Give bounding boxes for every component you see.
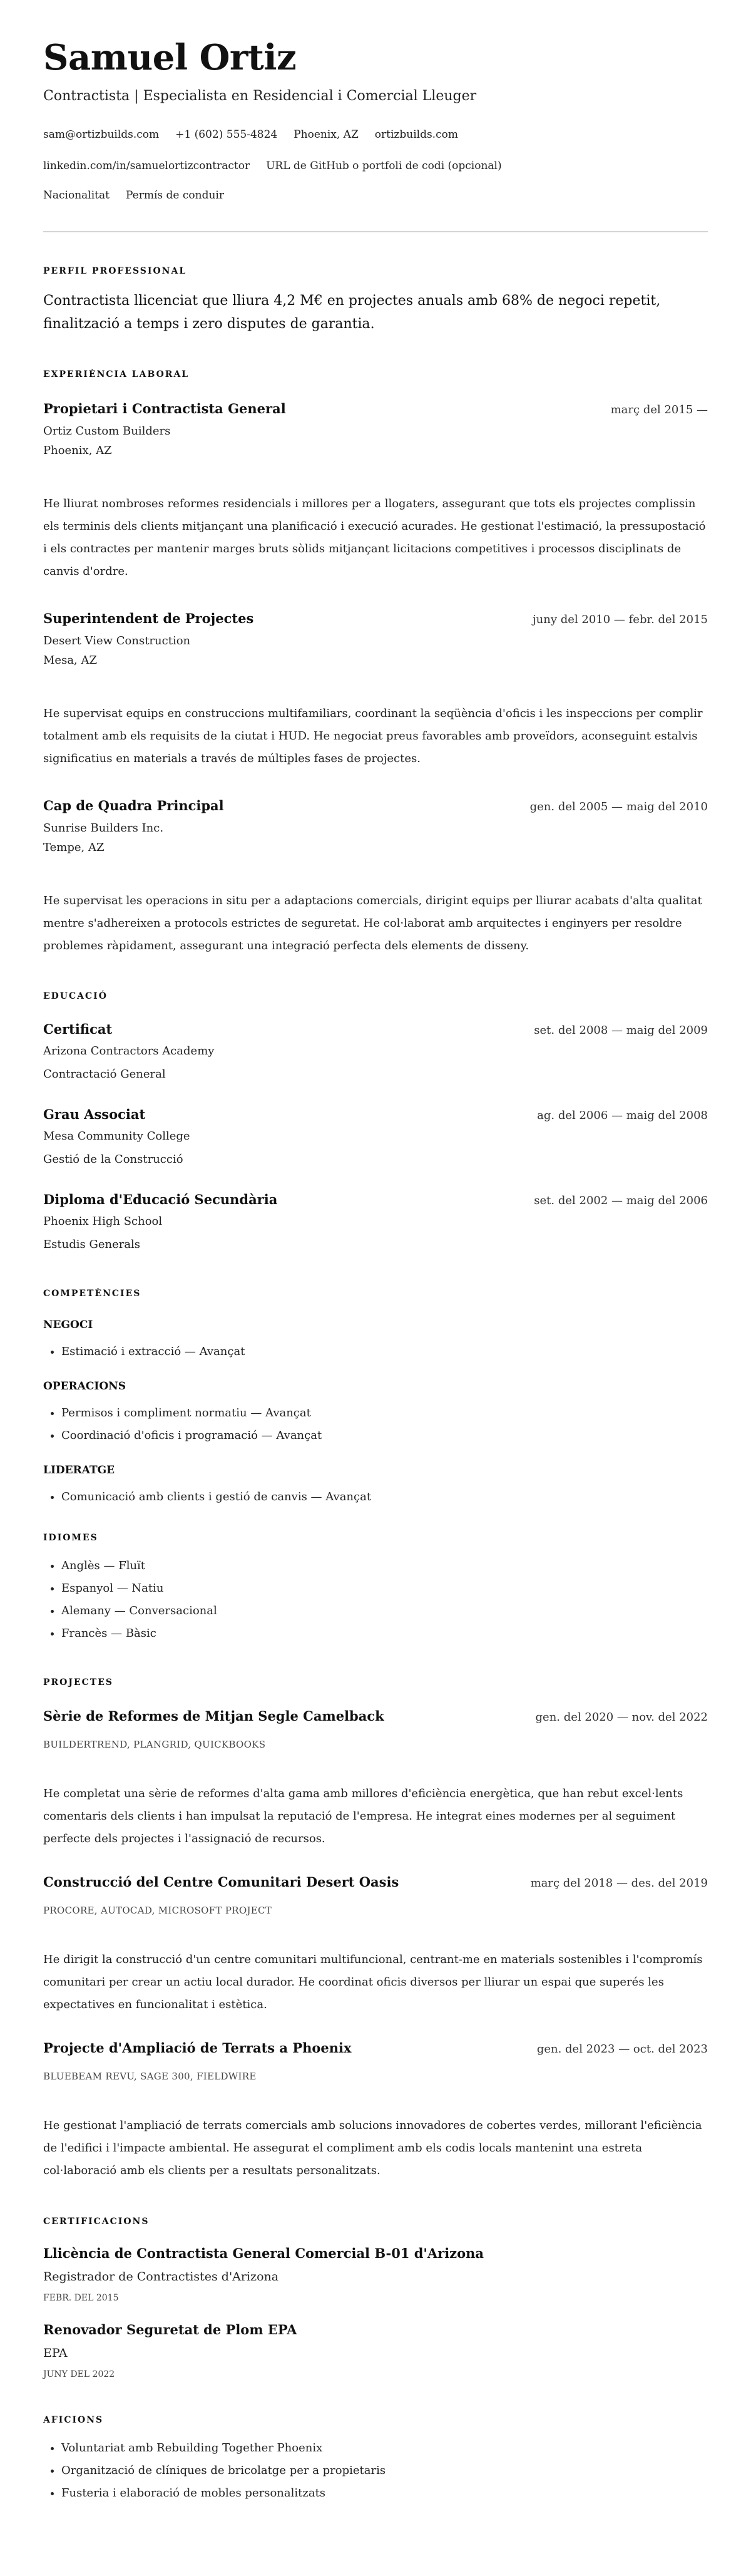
job-title: Superintendent de Projectes <box>43 611 254 626</box>
project-title: Sèrie de Reformes de Mitjan Segle Camelback <box>43 1708 384 1724</box>
language-item: • Espanyol — Natiu <box>61 1577 708 1600</box>
school-name: Arizona Contractors Academy <box>43 1044 215 1058</box>
degree-title: Diploma d'Educació Secundària <box>43 1192 278 1207</box>
github-link[interactable]: URL de GitHub o portfoli de codi (opcional) <box>266 160 502 172</box>
job-description: He lliurat nombroses reformes residencials i millores per a llogaters, assegurant que tots els projectes complissin els terminis dels clients mitjançant una planificació i execució acurades. He gestionat l'estimació, la pressupostació i els contractes per mantenir marges bruts sòlids mitjançant licitacions competitives i processos disciplinats de canvis d'ordre. <box>43 497 706 578</box>
location: Phoenix, AZ <box>294 128 359 141</box>
candidate-name: Samuel Ortiz <box>43 37 297 78</box>
skill-list <box>43 1486 708 1508</box>
education-entry <box>43 1021 708 1082</box>
email-link[interactable]: sam@ortizbuilds.com <box>43 128 160 141</box>
company-name: Desert View Construction <box>43 634 191 647</box>
languages-list <box>43 1555 708 1645</box>
contact-row <box>43 127 708 142</box>
phone: +1 (602) 555-4824 <box>175 128 278 141</box>
entry-dates: gen. del 2023 — oct. del 2023 <box>536 2043 708 2056</box>
nationality: Nacionalitat <box>43 189 110 202</box>
hobby-item: • Organització de clíniques de bricolatge per a propietaris <box>61 2460 708 2482</box>
education-entry <box>43 1106 708 1167</box>
entry-header <box>43 610 708 629</box>
entry-dates: gen. del 2020 — nov. del 2022 <box>535 1711 708 1724</box>
entry-header <box>43 797 708 816</box>
hobby-item: • Voluntariat amb Rebuilding Together Phoenix <box>61 2437 708 2460</box>
education-entry <box>43 1191 708 1252</box>
company-name: Sunrise Builders Inc. <box>43 822 164 835</box>
entry-header <box>43 1106 708 1125</box>
hobbies-list <box>43 2437 708 2505</box>
hobby-item: • Fusteria i elaboració de mobles personalitzats <box>61 2482 708 2505</box>
section-heading: IDIOMES <box>43 1533 98 1543</box>
entry-header <box>43 1708 708 1726</box>
school-name: Mesa Community College <box>43 1130 190 1143</box>
job-location: Phoenix, AZ <box>43 444 112 457</box>
entry-header <box>43 1873 708 1892</box>
project-description: He dirigit la construcció d'un centre comunitari multifuncional, centrant-me en materials sostenibles i l'compromís comunitari per crear un actiu local durador. He coordinat oficis diversos per lliurar un espai que superés les expectatives en funcionalitat i estètica. <box>43 1953 703 2011</box>
project-description: He completat una sèrie de reformes d'alta gama amb millores d'eficiència energètica, que han rebut excel·lents comentaris dels clients i han impulsat la reputació de l'empresa. He integrat eines modernes per al seguiment perfecte dels projectes i l'assignació de recursos. <box>43 1787 683 1845</box>
headline: Contractista | Especialista en Residencial i Comercial Lleuger <box>43 88 477 104</box>
degree-title: Certificat <box>43 1021 113 1037</box>
job-location: Tempe, AZ <box>43 841 105 854</box>
certification-issuer: EPA <box>43 2346 68 2360</box>
job-title: Cap de Quadra Principal <box>43 798 224 813</box>
projects-section <box>43 1677 708 2182</box>
resume-header <box>43 38 708 203</box>
skill-item: • Comunicació amb clients i gestió de canvis — Avançat <box>61 1486 708 1508</box>
section-heading: EXPERIÈNCIA LABORAL <box>43 369 190 379</box>
languages-section <box>43 1532 708 1645</box>
section-heading: EDUCACIÓ <box>43 991 108 1001</box>
project-entry <box>43 1708 708 1850</box>
field-of-study: Gestió de la Construcció <box>43 1153 183 1166</box>
entry-dates: ag. del 2006 — maig del 2008 <box>537 1109 708 1122</box>
entry-header <box>43 400 708 419</box>
skill-list <box>43 1402 708 1447</box>
education-section <box>43 991 708 1252</box>
skills-section <box>43 1288 708 1508</box>
project-tech: PROCORE, AUTOCAD, MICROSOFT PROJECT <box>43 1905 272 1916</box>
job-entry <box>43 400 708 583</box>
project-tech: BLUEBEAM REVU, SAGE 300, FIELDWIRE <box>43 2071 257 2082</box>
language-item: • Francès — Bàsic <box>61 1622 708 1645</box>
certification-name: Renovador Seguretat de Plom EPA <box>43 2322 297 2337</box>
school-name: Phoenix High School <box>43 1215 163 1228</box>
project-title: Projecte d'Ampliació de Terrats a Phoenix <box>43 2040 352 2056</box>
experience-section <box>43 369 708 957</box>
certification-date: JUNY DEL 2022 <box>43 2369 115 2379</box>
project-entry <box>43 2039 708 2182</box>
section-heading: AFICIONS <box>43 2415 104 2425</box>
skill-item: • Permisos i compliment normatiu — Avançat <box>61 1402 708 1425</box>
entry-dates: set. del 2008 — maig del 2009 <box>534 1024 708 1037</box>
linkedin-link[interactable]: linkedin.com/in/samuelortizcontractor <box>43 160 250 172</box>
skill-item: • Estimació i extracció — Avançat <box>61 1341 708 1363</box>
skill-group-heading: OPERACIONS <box>43 1380 126 1393</box>
website-link[interactable]: ortizbuilds.com <box>374 128 458 141</box>
driving-license: Permís de conduir <box>125 189 224 202</box>
field-of-study: Estudis Generals <box>43 1238 141 1251</box>
job-location: Mesa, AZ <box>43 654 98 667</box>
entry-dates: juny del 2010 — febr. del 2015 <box>533 613 708 626</box>
skill-list <box>43 1341 708 1363</box>
project-title: Construcció del Centre Comunitari Desert Oasis <box>43 1874 399 1890</box>
entry-dates: març del 2015 — <box>610 403 708 416</box>
language-item: • Anglès — Fluït <box>61 1555 708 1577</box>
project-entry <box>43 1873 708 2016</box>
job-description: He supervisat les operacions in situ per a adaptacions comercials, dirigint equips per lliurar acabats d'alta qualitat mentre s'adhereixen a protocols estrictes de seguretat. He col·laborat amb arquitectes i enginyers per resoldre problemes ràpidament, assegurant una integració perfecta dels elements de disseny. <box>43 894 702 952</box>
degree-title: Grau Associat <box>43 1106 146 1122</box>
summary-section <box>43 265 708 336</box>
section-heading: CERTIFICACIONS <box>43 2217 150 2227</box>
certification-entry <box>43 2321 708 2381</box>
company-name: Ortiz Custom Builders <box>43 425 171 438</box>
job-title: Propietari i Contractista General <box>43 401 286 416</box>
contact-row <box>43 188 708 203</box>
section-heading: COMPETÈNCIES <box>43 1289 141 1299</box>
skill-group-heading: NEGOCI <box>43 1319 93 1331</box>
project-tech: BUILDERTREND, PLANGRID, QUICKBOOKS <box>43 1739 266 1750</box>
summary-text: Contractista llicenciat que lliura 4,2 M€ en projectes anuals amb 68% de negoci repetit, finalització a temps i zero disputes de garantia. <box>43 293 661 332</box>
contact-row <box>43 158 708 173</box>
project-description: He gestionat l'ampliació de terrats comercials amb solucions innovadores de cobertes verdes, millorant l'eficiència de l'edifici i l'impacte ambiental. He assegurat el compliment amb els codis locals mantenint una estreta col·laboració amb els clients per a resultats personalitzats. <box>43 2119 702 2177</box>
hobbies-section <box>43 2414 708 2505</box>
entry-header <box>43 1191 708 1210</box>
certification-date: FEBR. DEL 2015 <box>43 2293 119 2303</box>
entry-dates: set. del 2002 — maig del 2006 <box>534 1194 708 1207</box>
entry-dates: març del 2018 — des. del 2019 <box>530 1877 708 1890</box>
field-of-study: Contractació General <box>43 1068 166 1081</box>
section-heading: PROJECTES <box>43 1677 113 1687</box>
job-description: He supervisat equips en construccions multifamiliars, coordinant la seqüència d'oficis i les inspeccions per complir totalment amb els requisits de la ciutat i HUD. He negociat preus favorables amb proveïdors, aconseguint estalvis significatius en materials a través de múltiples fases de projectes. <box>43 707 703 765</box>
certifications-section <box>43 2216 708 2381</box>
section-heading: PERFIL PROFESSIONAL <box>43 266 187 276</box>
skill-group-heading: LIDERATGE <box>43 1464 115 1476</box>
header-divider <box>43 231 708 232</box>
skill-item: • Coordinació d'oficis i programació — Avançat <box>61 1425 708 1447</box>
job-entry <box>43 610 708 770</box>
language-item: • Alemany — Conversacional <box>61 1600 708 1622</box>
certification-entry <box>43 2245 708 2304</box>
certification-name: Llicència de Contractista General Comercial B-01 d'Arizona <box>43 2245 484 2261</box>
entry-header <box>43 1021 708 1039</box>
certification-issuer: Registrador de Contractistes d'Arizona <box>43 2270 279 2284</box>
entry-header <box>43 2039 708 2058</box>
job-entry <box>43 797 708 957</box>
entry-dates: gen. del 2005 — maig del 2010 <box>529 800 708 813</box>
